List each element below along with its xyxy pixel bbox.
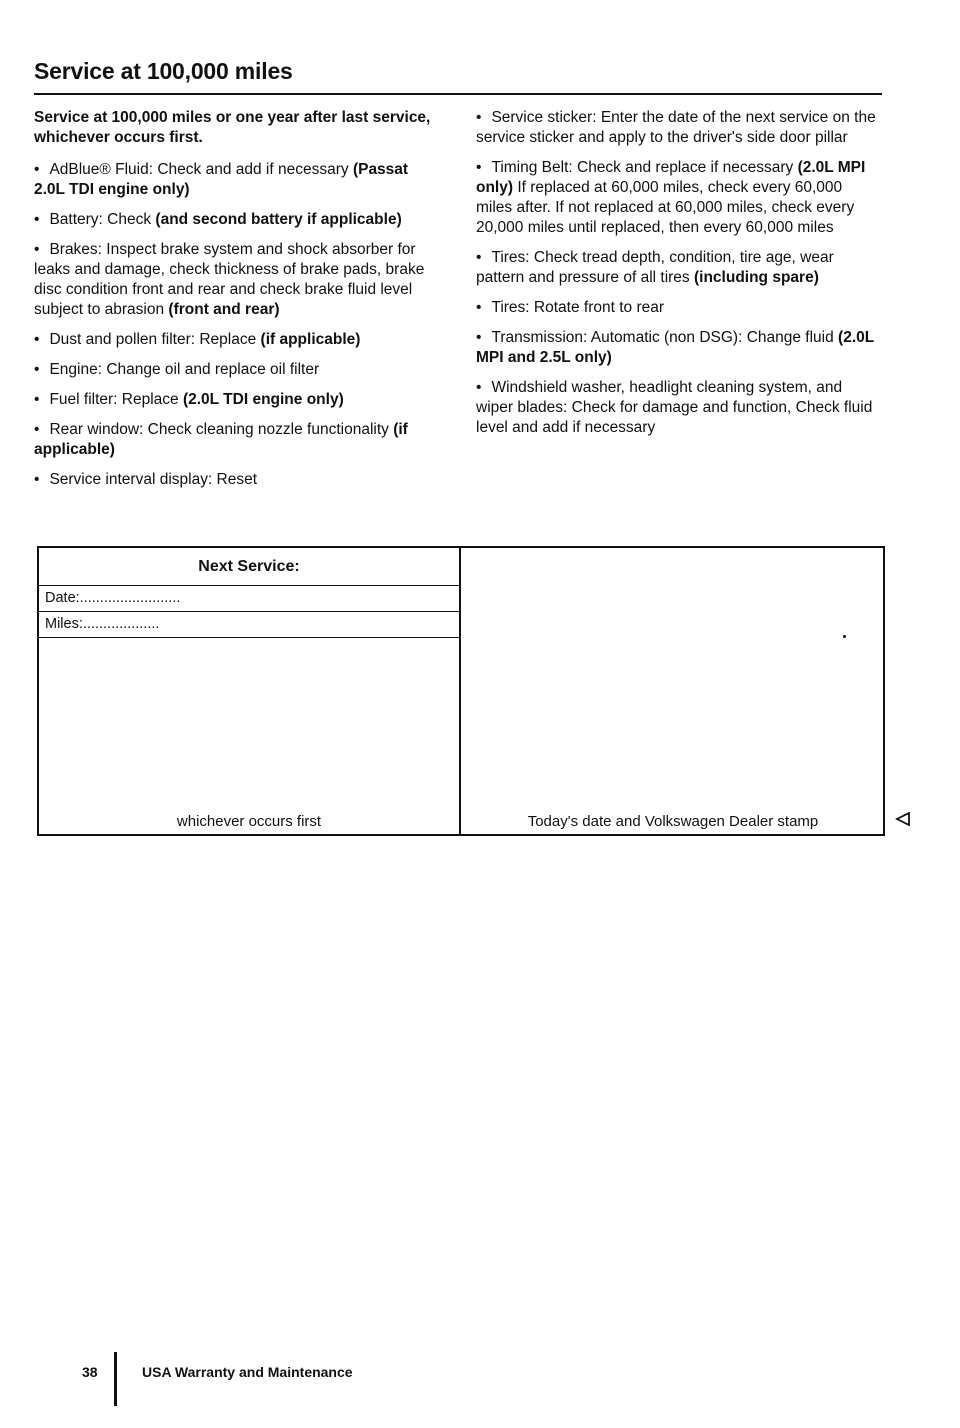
list-item: • Fuel filter: Replace (2.0L TDI engine only) — [34, 391, 344, 408]
bullet-icon: • — [34, 361, 40, 378]
list-item: • Brakes: Inspect brake system and shock absorber for leaks and damage, check thickness of brake pads, brake disc condition front and rear and check brake fluid level subject to abrasion (front and rear) — [34, 241, 425, 318]
list-item: • Transmission: Automatic (non DSG): Change fluid (2.0L MPI and 2.5L only) — [476, 329, 874, 366]
bullet-icon: • — [476, 249, 482, 266]
list-item: • Service interval display: Reset — [34, 471, 258, 488]
list-item: • Timing Belt: Check and replace if necessary (2.0L MPI only) If replaced at 60,000 miles, check every 60,000 miles after. If not replaced at 60,000 miles, check every 20,000 miles until replaced, then every 60,000 miles — [476, 159, 866, 236]
list-item: • Tires: Rotate front to rear — [476, 299, 665, 316]
end-marker-icon — [895, 812, 911, 826]
bullet-icon: • — [34, 161, 40, 178]
bullet-icon: • — [34, 471, 40, 488]
service-record-box — [37, 546, 885, 836]
list-item: • AdBlue® Fluid: Check and add if necessary (Passat 2.0L TDI engine only) — [34, 161, 409, 198]
right-column — [476, 108, 882, 448]
bullet-icon: • — [476, 379, 482, 396]
bullet-icon: • — [34, 391, 40, 408]
bullet-icon: • — [34, 421, 40, 438]
miles-field[interactable]: Miles:................... — [39, 612, 459, 638]
list-item: • Tires: Check tread depth, condition, tire age, wear pattern and pressure of all tires (including spare) — [476, 249, 834, 286]
bullet-icon: • — [34, 331, 40, 348]
list-item: • Windshield washer, headlight cleaning system, and wiper blades: Check for damage and function, Check fluid level and add if necessary — [476, 379, 873, 436]
footer-divider — [114, 1352, 117, 1406]
stamp-area-mark — [843, 635, 846, 638]
next-service-panel — [39, 548, 461, 834]
page-title: Service at 100,000 miles — [34, 58, 293, 84]
intro-text: Service at 100,000 miles or one year after last service, whichever occurs first. — [34, 109, 431, 146]
bullet-icon: • — [34, 211, 40, 228]
dealer-stamp-label: Today's date and Volkswagen Dealer stamp — [527, 813, 819, 830]
bullet-icon: • — [476, 299, 482, 316]
date-field[interactable]: Date:......................... — [39, 586, 459, 612]
list-item: • Dust and pollen filter: Replace (if applicable) — [34, 331, 361, 348]
bullet-icon: • — [476, 109, 482, 126]
bullet-icon: • — [34, 241, 40, 258]
next-service-title: Next Service: — [39, 548, 459, 586]
bullet-icon: • — [476, 329, 482, 346]
list-item: • Battery: Check (and second battery if applicable) — [34, 211, 402, 228]
title-divider — [34, 93, 882, 95]
whichever-occurs-note: whichever occurs first — [176, 813, 322, 830]
footer-section-title: USA Warranty and Maintenance — [142, 1364, 353, 1380]
page-number: 38 — [82, 1364, 98, 1380]
bullet-icon: • — [476, 159, 482, 176]
list-item: • Rear window: Check cleaning nozzle functionality (if applicable) — [34, 421, 408, 458]
list-item: • Service sticker: Enter the date of the next service on the service sticker and apply to the driver's side door pillar — [476, 109, 876, 146]
left-column — [34, 108, 440, 500]
list-item: • Engine: Change oil and replace oil filter — [34, 361, 320, 378]
